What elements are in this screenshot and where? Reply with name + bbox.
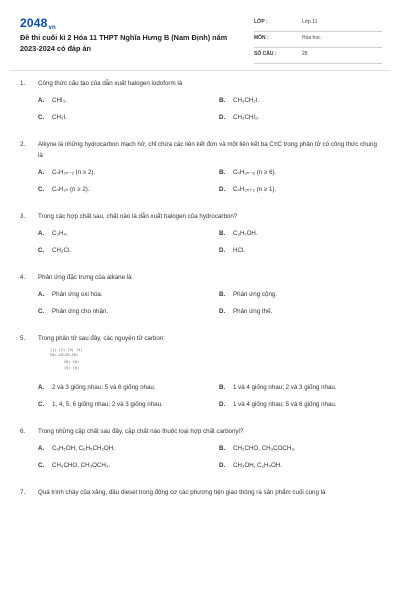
option-letter: C. [38,401,45,408]
question-text: Alkyne là những hydrocarbon mạch hở, chỉ chứa các liên kết đơn và một liên kết ba C≡C trong phân tử có công thức chung là [38,141,377,159]
answer-option[interactable] [20,112,201,123]
question-text: Phản ứng đặc trưng của alkane là [38,274,132,281]
option-text: CH₃CHO, CH₃COCH₃. [233,445,296,452]
question-count-value: 28 [302,51,308,57]
option-letter: C. [38,247,45,254]
class-label: LỚP : [254,19,268,25]
option-letter: B. [219,169,226,176]
question-stem [20,487,382,498]
option-text: CHI₃. [52,97,67,104]
answer-options [20,228,382,262]
option-letter: D. [219,114,226,121]
structural-formula [50,348,140,376]
option-letter: A. [38,230,45,237]
option-letter: D. [219,462,226,469]
question-item [20,333,382,416]
question-item [20,139,382,201]
answer-option[interactable] [20,184,201,195]
answer-option[interactable] [201,382,382,393]
question-count-label: SỐ CÂU : [254,51,277,57]
question-text: Trong những cặp chất sau đây, cặp chất nào thuộc loại hợp chất carbonyl? [38,428,244,435]
meta-row-subject [254,32,382,48]
class-value: Lớp 11 [302,19,318,25]
question-stem [20,333,382,344]
option-text: HCl. [233,247,246,254]
option-letter: A. [38,291,45,298]
answer-option[interactable] [201,167,382,178]
question-text: Công thức cấu tạo của dẫn xuất halogen iodoform là [38,80,183,87]
option-text: Phản ứng oxi hóa. [52,291,103,298]
header-divider [10,70,390,71]
answer-options [20,382,382,416]
option-letter: C. [38,114,45,121]
answer-option[interactable] [201,184,382,195]
option-letter: B. [219,97,226,104]
answer-option[interactable] [20,306,201,317]
option-letter: C. [38,308,45,315]
option-letter: B. [219,445,226,452]
site-logo[interactable] [20,16,56,32]
option-text: CₙH₂ₙ₊₂ (n ≥ 1). [233,186,277,193]
question-number: 3. [20,213,26,220]
option-letter: D. [219,401,226,408]
document-title: Đề thi cuối kì 2 Hóa 11 THPT Nghĩa Hưng B (Nam Định) năm 2023-2024 có đáp án [20,33,228,53]
carbon-position-labels-bottom: (5) (6) [64,366,80,370]
question-number: 2. [20,141,26,148]
logo-suffix: vn [48,25,56,32]
answer-option[interactable] [20,167,201,178]
option-letter: D. [219,308,226,315]
subject-value: Hóa học [302,35,321,41]
option-letter: A. [38,445,45,452]
option-text: C₆H₅OH, C₆H₅CH₂OH. [52,445,115,452]
carbon-position-labels-top: (1) (2) (3) (4) [50,348,83,352]
answer-option[interactable] [20,289,201,300]
question-list [20,78,382,508]
option-text: CₙH₂ₙ₋₆ (n ≥ 6). [233,169,277,176]
answer-option[interactable] [20,460,201,471]
meta-row-class [254,16,382,32]
question-number: 7. [20,489,26,496]
option-text: 2 và 3 giống nhau; 5 và 6 giống nhau. [52,384,156,391]
logo-text: 2048 [20,16,48,30]
answer-option[interactable] [201,289,382,300]
answer-options [20,443,382,477]
question-stem [20,211,382,222]
question-item [20,487,382,498]
question-stem [20,426,382,437]
answer-option[interactable] [201,245,382,256]
option-text: C₃H₄. [52,230,68,237]
methyl-branches: CH₃ CH₃ [64,360,80,364]
answer-option[interactable] [20,382,201,393]
question-stem [20,78,382,89]
page-header [20,14,382,64]
option-letter: A. [38,169,45,176]
option-letter: C. [38,186,45,193]
question-item [20,211,382,262]
question-item [20,78,382,129]
option-text: CH₃CHI₂. [233,114,260,121]
subject-label: MÔN : [254,35,269,41]
question-text: Quá trình cháy của xăng, dầu diesel trong động cơ các phương tiện giao thông ra sản phẩm cuối cùng là [38,489,326,496]
meta-row-count [254,48,382,64]
question-number: 1. [20,80,26,87]
answer-option[interactable] [20,95,201,106]
option-text: 1 và 4 giống nhau; 2 và 3 giống nhau. [233,384,337,391]
answer-option[interactable] [20,245,201,256]
option-letter: A. [38,384,45,391]
answer-option[interactable] [20,443,201,454]
answer-option[interactable] [201,443,382,454]
exam-meta-table [254,16,382,64]
question-text: Trong các hợp chất sau, chất nào là dẫn xuất halogen của hydrocarbon? [38,213,238,220]
answer-option[interactable] [20,228,201,239]
question-item [20,426,382,477]
question-stem [20,139,382,161]
answer-option[interactable] [201,399,382,410]
question-stem [20,272,382,283]
option-text: CₙH₂ₙ₋₂ (n ≥ 2). [52,169,96,176]
answer-option[interactable] [201,228,382,239]
option-letter: B. [219,230,226,237]
answer-option[interactable] [201,306,382,317]
answer-options [20,95,382,129]
question-text: Trong phân tử sau đây, các nguyên tử carbon: [38,335,165,342]
answer-option[interactable] [201,112,382,123]
option-text: CH₃Cl. [52,247,72,254]
option-text: Phản ứng cho nhận. [52,308,109,315]
option-letter: B. [219,384,226,391]
option-text: 1, 4, 5, 6 giống nhau; 2 và 3 giống nhau. [52,401,163,408]
question-number: 4. [20,274,26,281]
option-text: C₃H₇OH. [233,230,258,237]
main-chain: CH₃—CH—CH—CH₃ [50,353,79,357]
option-text: CₙH₂ₙ (n ≥ 2). [52,186,90,193]
answer-option[interactable] [201,95,382,106]
option-letter: A. [38,97,45,104]
option-letter: B. [219,291,226,298]
option-letter: D. [219,247,226,254]
answer-options [20,289,382,323]
question-item [20,272,382,323]
answer-options [20,167,382,201]
option-text: CH₃OH, C₂H₅OH. [233,462,283,469]
option-text: CH₃I. [52,114,67,121]
option-text: Phản ứng thế. [233,308,273,315]
option-letter: D. [219,186,226,193]
option-letter: C. [38,462,45,469]
question-number: 6. [20,428,26,435]
option-text: CH₃CHO, CH₃OCH₃. [52,462,111,469]
option-text: 1 và 4 giống nhau; 5 và 6 giống nhau. [233,401,337,408]
option-text: CH₃CH₂I. [233,97,260,104]
answer-option[interactable] [201,460,382,471]
answer-option[interactable] [20,399,201,410]
option-text: Phản ứng cộng. [233,291,278,298]
question-number: 5. [20,335,26,342]
